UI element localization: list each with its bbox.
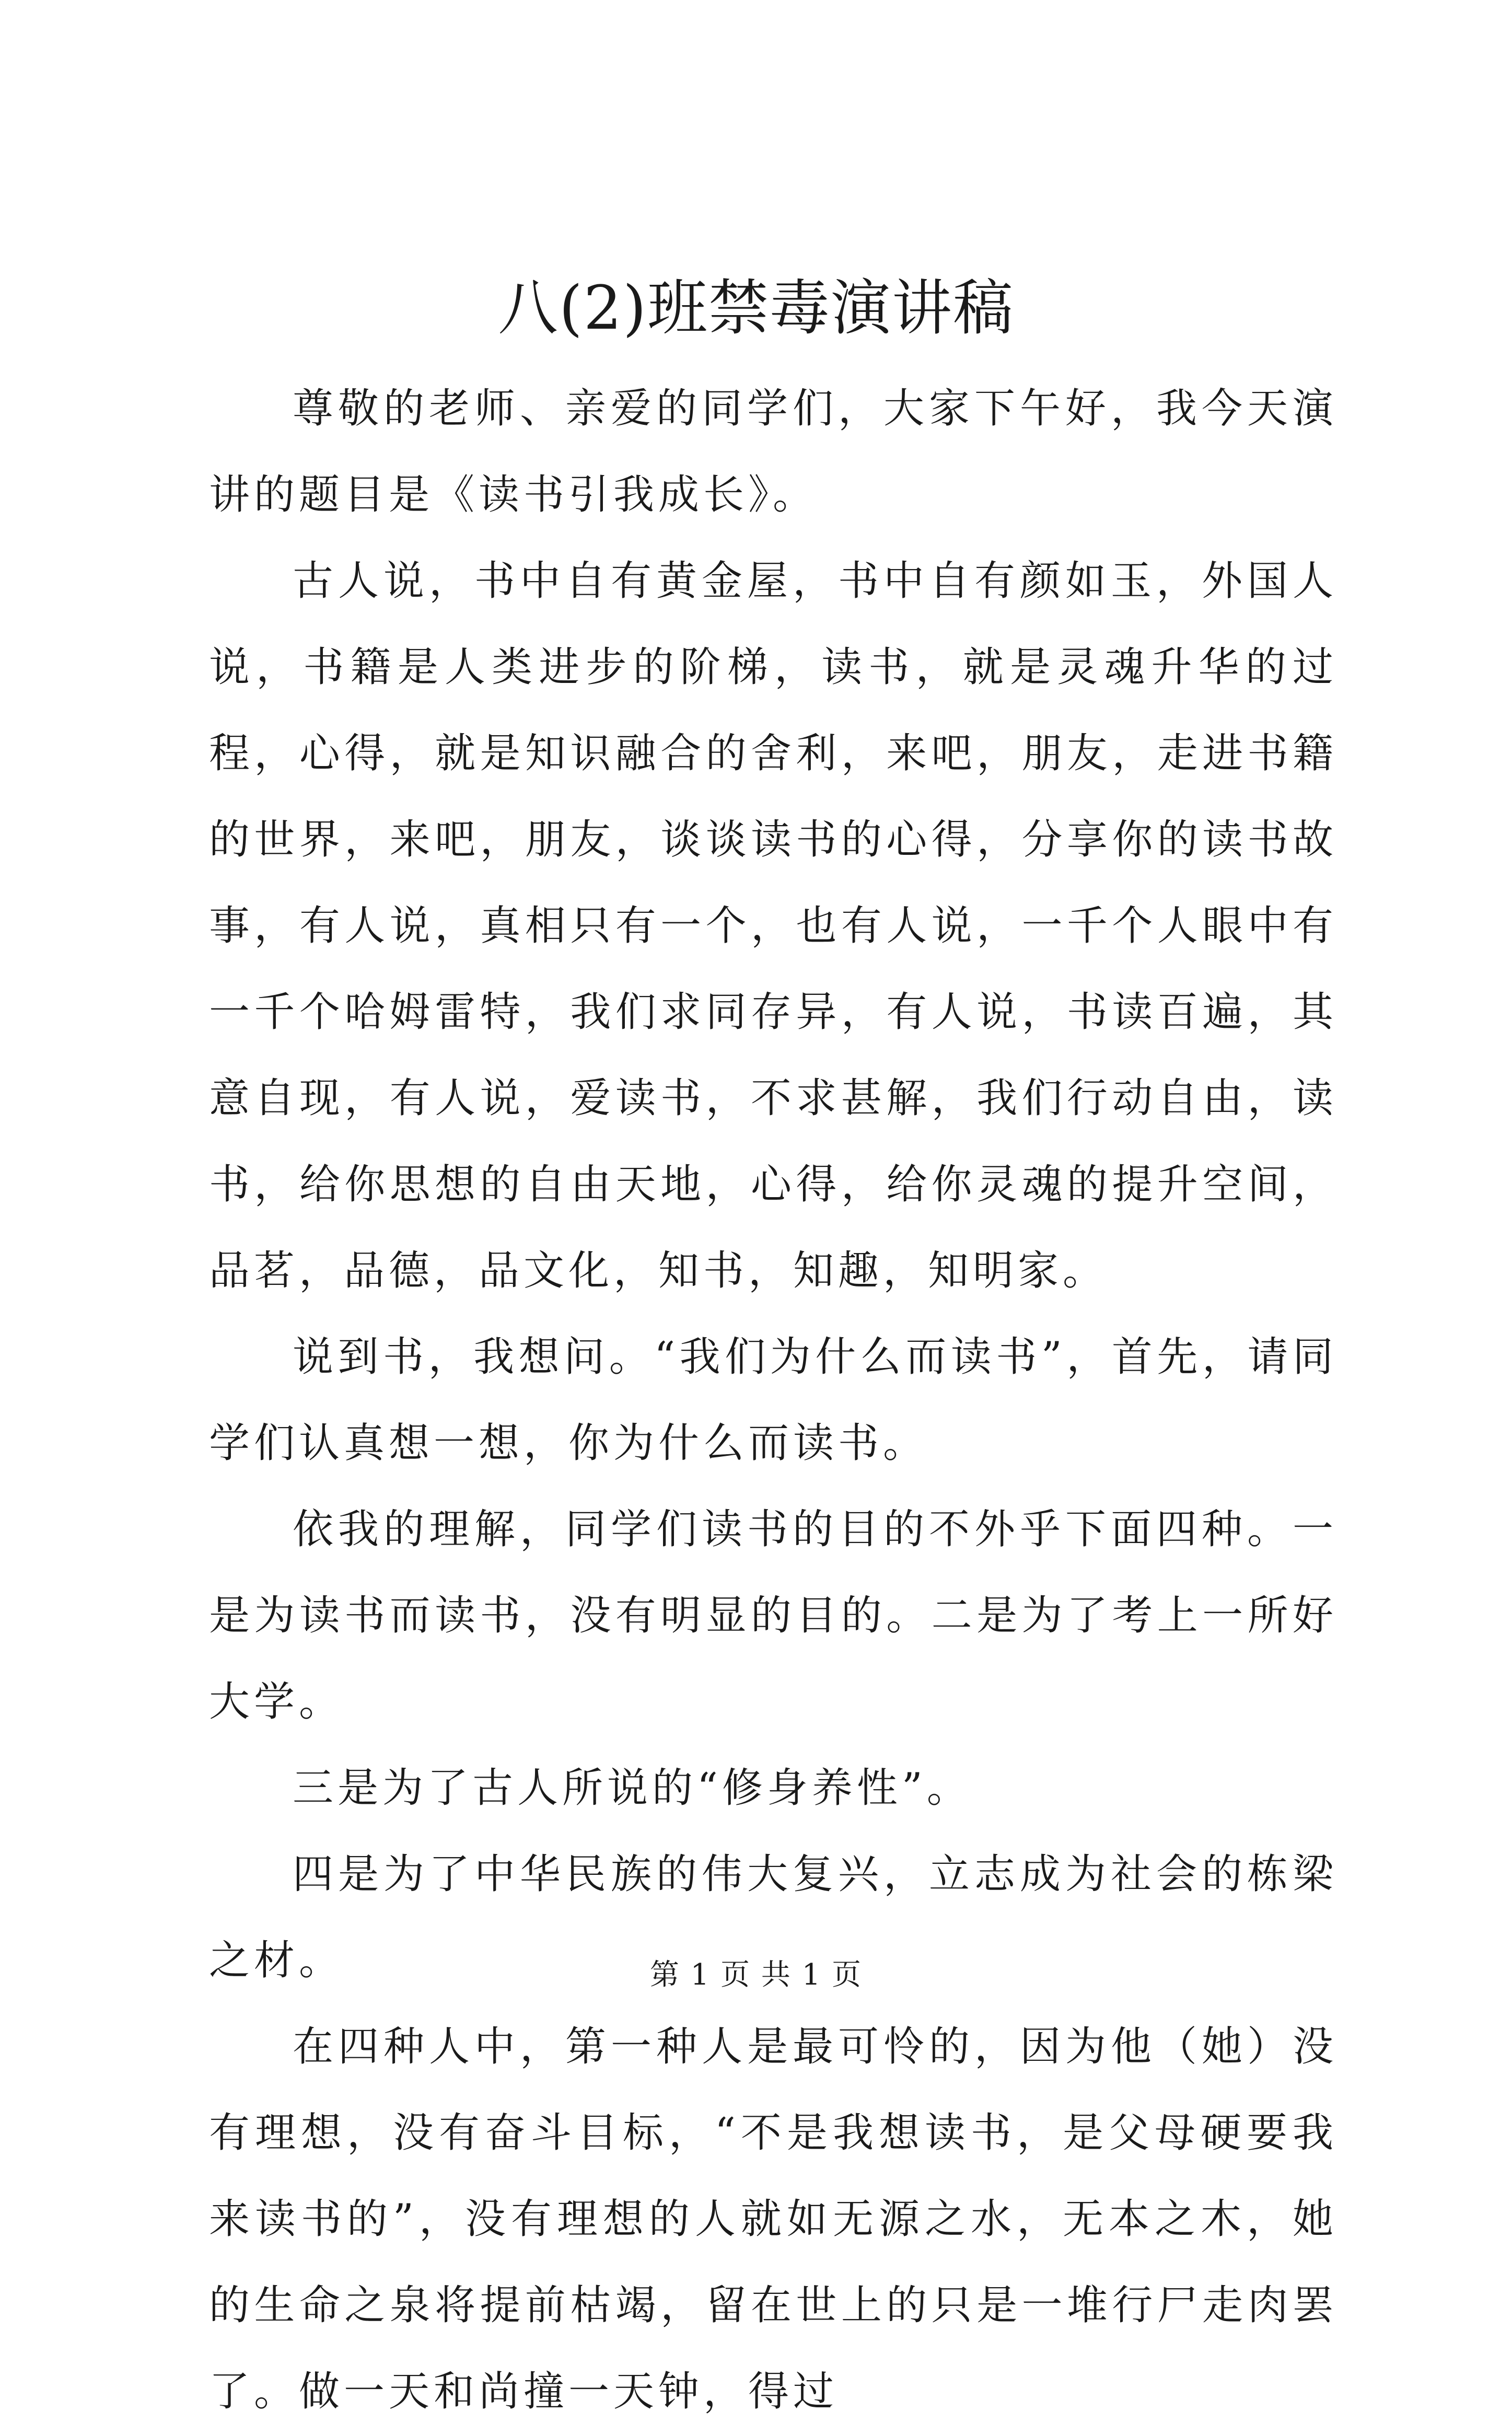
document-body: [209, 366, 1337, 2435]
paragraph-why-read: 说到书，我想问。“我们为什么而读书”，首先，请同学们认真想一想，你为什么而读书。: [209, 1334, 1337, 1467]
paragraph-first-kind: 在四种人中，第一种人是最可怜的，因为他（她）没有理想，没有奋斗目标，“不是我想读书，是父母硬要我来读书的”，没有理想的人就如无源之水，无本之木，她的生命之泉将提前枯竭，留在世上的只是一堆行尸走肉罢了。做一天和尚撞一天钟，得过: [209, 2023, 1337, 2415]
paragraph-purpose-four: 四是为了中华民族的伟大复兴，立志成为社会的栋梁之材。: [209, 1851, 1337, 1984]
page-number-footer: 第 1 页 共 1 页: [649, 1958, 863, 1992]
paragraph-greeting: 尊敬的老师、亲爱的同学们，大家下午好，我今天演讲的题目是《读书引我成长》。: [209, 385, 1337, 518]
paragraph-purpose-three: 三是为了古人所说的“修身养性”。: [293, 1765, 972, 1812]
document-title: 八(2)班禁毒演讲稿: [498, 273, 1014, 343]
paragraph-ancient-sayings: 古人说，书中自有黄金屋，书中自有颜如玉，外国人说，书籍是人类进步的阶梯，读书，就是灵魂升华的过程，心得，就是知识融合的舍利，来吧，朋友，走进书籍的世界，来吧，朋友，谈谈读书的心得，分享你的读书故事，有人说，真相只有一个，也有人说，一千个人眼中有一千个哈姆雷特，我们求同存异，有人说，书读百遍，其意自现，有人说，爱读书，不求甚解，我们行动自由，读书，给你思想的自由天地，心得，给你灵魂的提升空间，品茗，品德，品文化，知书，知趣，知明家。: [209, 558, 1337, 1294]
paragraph-four-purposes: 依我的理解，同学们读书的目的不外乎下面四种。一是为读书而读书，没有明显的目的。二是为了考上一所好大学。: [209, 1506, 1337, 1725]
